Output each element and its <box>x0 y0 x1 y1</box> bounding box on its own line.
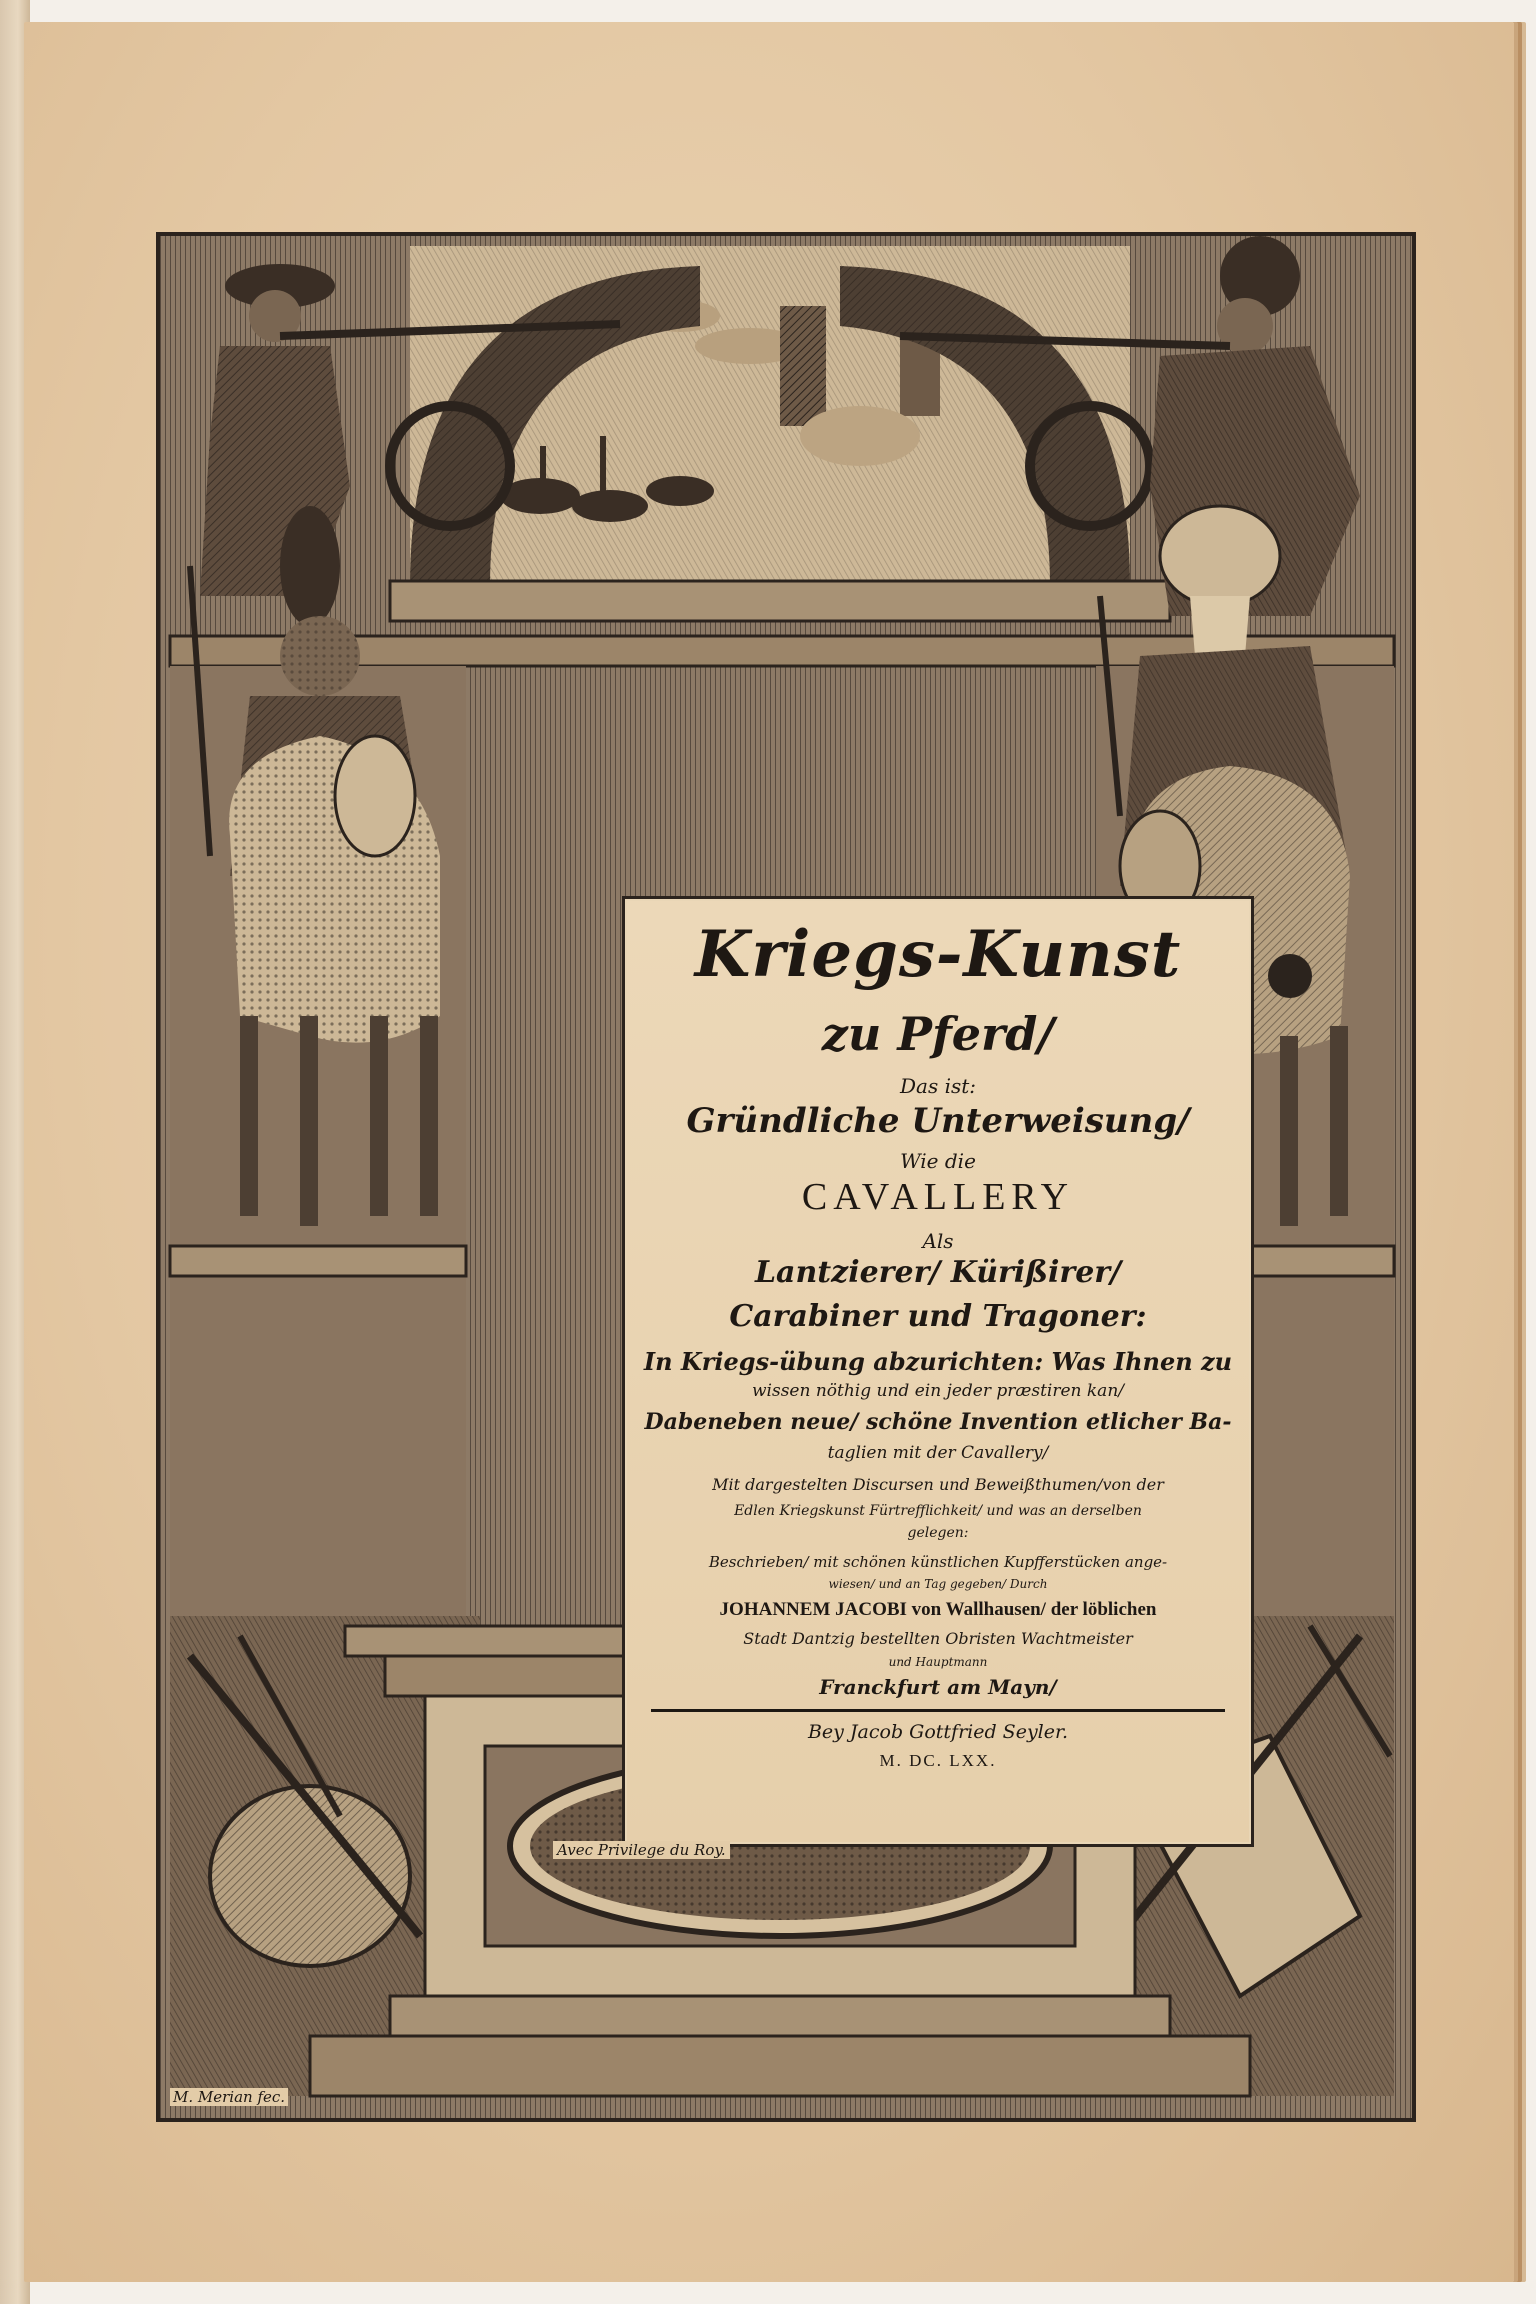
imprint-place: Franckfurt am Mayn/ <box>819 1675 1057 1699</box>
top-cornice <box>390 581 1170 621</box>
wie-die-line: Wie die <box>900 1149 976 1173</box>
engraver-signature: M. Merian fec. <box>170 2088 288 2106</box>
body-line-7: gelegen: <box>907 1525 969 1541</box>
lantzierer-line: Lantzierer/ Kürißirer/ <box>754 1255 1122 1290</box>
title-tablet <box>622 896 1254 1847</box>
body-line-9: wiesen/ und an Tag gegeben/ Durch <box>828 1577 1048 1591</box>
body-line-4: taglien mit der Cavallery/ <box>827 1443 1049 1463</box>
body-line-1: In Kriegs-übung abzurichten: Was Ihnen zu <box>643 1347 1233 1376</box>
privilege-note: Avec Privilege du Roy. <box>553 1841 730 1859</box>
body-line-8: Beschrieben/ mit schönen künstlichen Kupfferstücken ange- <box>708 1553 1168 1571</box>
publisher-line: Bey Jacob Gottfried Seyler. <box>807 1721 1069 1743</box>
body-line-10: Stadt Dantzig bestellten Obristen Wachtmeister <box>743 1629 1133 1648</box>
gruendliche-line: Gründliche Unterweisung/ <box>686 1101 1190 1141</box>
das-ist-line: Das ist: <box>899 1074 976 1098</box>
left-ledge <box>170 1246 466 1276</box>
divider-rule <box>651 1709 1225 1712</box>
body-line-5: Mit dargestelten Discursen und Beweißthumen/von der <box>712 1475 1164 1494</box>
engraved-frontispiece <box>156 232 1416 2122</box>
body-line-6: Edlen Kriegskunst Fürtrefflichkeit/ und was an derselben <box>734 1503 1142 1519</box>
title-main: Kriegs-Kunst <box>694 917 1182 992</box>
body-line-2: wissen nöthig und ein jeder præstiren kan/ <box>751 1381 1124 1401</box>
body-line-3: Dabeneben neue/ schöne Invention etlicher Ba- <box>644 1409 1232 1435</box>
date-line: M. DC. LXX. <box>879 1751 997 1770</box>
author-line: JOHANNEM JACOBI von Wallhausen/ der löblichen <box>719 1599 1157 1620</box>
body-line-11: und Hauptmann <box>888 1655 988 1669</box>
carabiner-line: Carabiner und Tragoner: <box>729 1299 1147 1334</box>
title-subline: zu Pferd/ <box>821 1007 1055 1061</box>
als-line: Als <box>922 1229 954 1253</box>
cavallery-line: CAVALLERY <box>801 1176 1075 1218</box>
battle-landscape-top <box>390 246 1150 586</box>
